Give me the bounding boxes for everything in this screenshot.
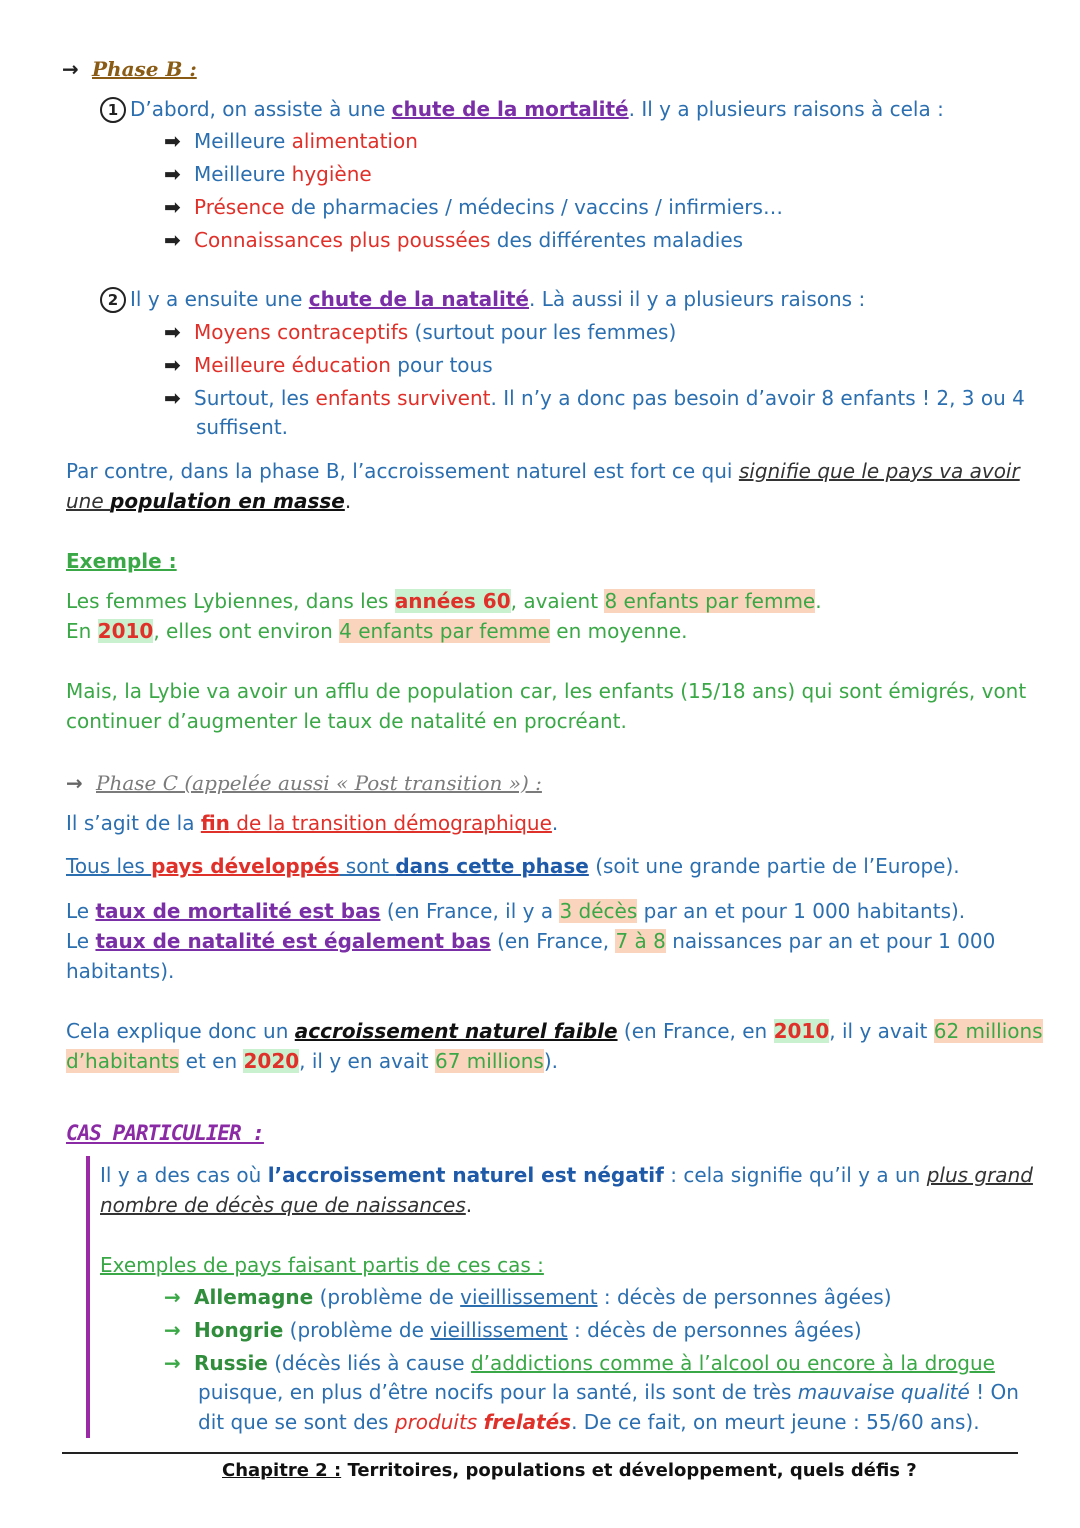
- phase-c-line-3: Le taux de mortalité est bas (en France, il y a 3 décès par an et pour 1 000 habitants).: [66, 899, 966, 923]
- reason-3: ➡ Présence de pharmacies / médecins / vaccins / infirmiers…: [164, 192, 783, 222]
- cas-line-1: Il y a des cas où l’accroissement naturel est négatif : cela signifie qu’il y a un plus grand: [100, 1163, 1033, 1187]
- conclusion-b-2: une population en masse.: [66, 489, 352, 513]
- number-badge: 2: [100, 287, 126, 313]
- example-para-2-2: continuer d’augmenter le taux de natalité en procréant.: [66, 709, 627, 733]
- reason-4: ➡ Connaissances plus poussées des différentes maladies: [164, 225, 743, 255]
- phase-c-line-1: Il s’agit de la fin de la transition démographique.: [66, 811, 559, 835]
- example-para-2-1: Mais, la Lybie va avoir un afflu de population car, les enfants (15/18 ans) qui sont émigrés, vont: [66, 679, 1027, 703]
- point-1: 1 D’abord, on assiste à une chute de la mortalité. Il y a plusieurs raisons à cela :: [100, 94, 944, 124]
- footer: Chapitre 2 : Territoires, populations et développement, quels défis ?: [222, 1460, 917, 1481]
- arrow-icon: →: [164, 1351, 181, 1375]
- bullet-arrow-icon: ➡: [164, 129, 181, 153]
- cas-examples-heading: Exemples de pays faisant partis de ces cas :: [100, 1253, 544, 1277]
- example-line-1: Les femmes Lybiennes, dans les années 60, avaient 8 enfants par femme.: [66, 589, 822, 613]
- phase-c-line-2: Tous les pays développés sont dans cette phase (soit une grande partie de l’Europe).: [66, 854, 960, 878]
- conclusion-b-1: Par contre, dans la phase B, l’accroissement naturel est fort ce qui signifie que le pays va avoir: [66, 459, 1020, 483]
- bullet-arrow-icon: ➡: [164, 195, 181, 219]
- reason-6: ➡ Meilleure éducation pour tous: [164, 350, 493, 380]
- country-russia: → Russie (décès liés à cause d’addictions comme à l’alcool ou encore à la drogue: [164, 1348, 995, 1378]
- arrow-icon: →: [66, 771, 83, 795]
- example-heading: Exemple :: [66, 549, 177, 573]
- bullet-arrow-icon: ➡: [164, 228, 181, 252]
- reason-5: ➡ Moyens contraceptifs (surtout pour les femmes): [164, 317, 676, 347]
- number-badge: 1: [100, 97, 126, 123]
- arrow-icon: →: [164, 1285, 181, 1309]
- footer-divider: [62, 1452, 1018, 1454]
- phase-c-line-6: Cela explique donc un accroissement naturel faible (en France, en 2010, il y avait 62 millions: [66, 1019, 1043, 1043]
- phase-c-line-5: habitants).: [66, 959, 175, 983]
- bullet-arrow-icon: ➡: [164, 353, 181, 377]
- reason-2: ➡ Meilleure hygiène: [164, 159, 372, 189]
- country-germany: → Allemagne (problème de vieillissement : décès de personnes âgées): [164, 1282, 892, 1312]
- cas-heading: CAS PARTICULIER :: [66, 1121, 264, 1145]
- reason-1: ➡ Meilleure alimentation: [164, 126, 418, 156]
- point-2: 2 Il y a ensuite une chute de la natalité. Là aussi il y a plusieurs raisons :: [100, 284, 865, 314]
- cas-line-2: nombre de décès que de naissances.: [100, 1193, 473, 1217]
- bullet-arrow-icon: ➡: [164, 162, 181, 186]
- phase-c-line-7: d’habitants et en 2020, il y en avait 67 millions).: [66, 1049, 559, 1073]
- country-hungary: → Hongrie (problème de vieillissement : décès de personnes âgées): [164, 1315, 862, 1345]
- country-russia-2: puisque, en plus d’être nocifs pour la santé, ils sont de très mauvaise qualité ! On: [198, 1380, 1019, 1404]
- side-bar: [86, 1156, 90, 1438]
- phase-c-heading: → Phase C (appelée aussi « Post transition ») :: [66, 768, 542, 798]
- bullet-arrow-icon: ➡: [164, 320, 181, 344]
- phase-b-heading: → Phase B :: [62, 54, 197, 84]
- reason-7-cont: suffisent.: [196, 415, 289, 439]
- country-russia-3: dit que se sont des produits frelatés. De ce fait, on meurt jeune : 55/60 ans).: [198, 1410, 980, 1434]
- reason-7: ➡ Surtout, les enfants survivent. Il n’y a donc pas besoin d’avoir 8 enfants ! 2, 3 ou 4: [164, 383, 1025, 413]
- arrow-icon: →: [164, 1318, 181, 1342]
- example-line-2: En 2010, elles ont environ 4 enfants par femme en moyenne.: [66, 619, 688, 643]
- arrow-icon: →: [62, 57, 79, 81]
- bullet-arrow-icon: ➡: [164, 386, 181, 410]
- phase-c-line-4: Le taux de natalité est également bas (en France, 7 à 8 naissances par an et pour 1 000: [66, 929, 996, 953]
